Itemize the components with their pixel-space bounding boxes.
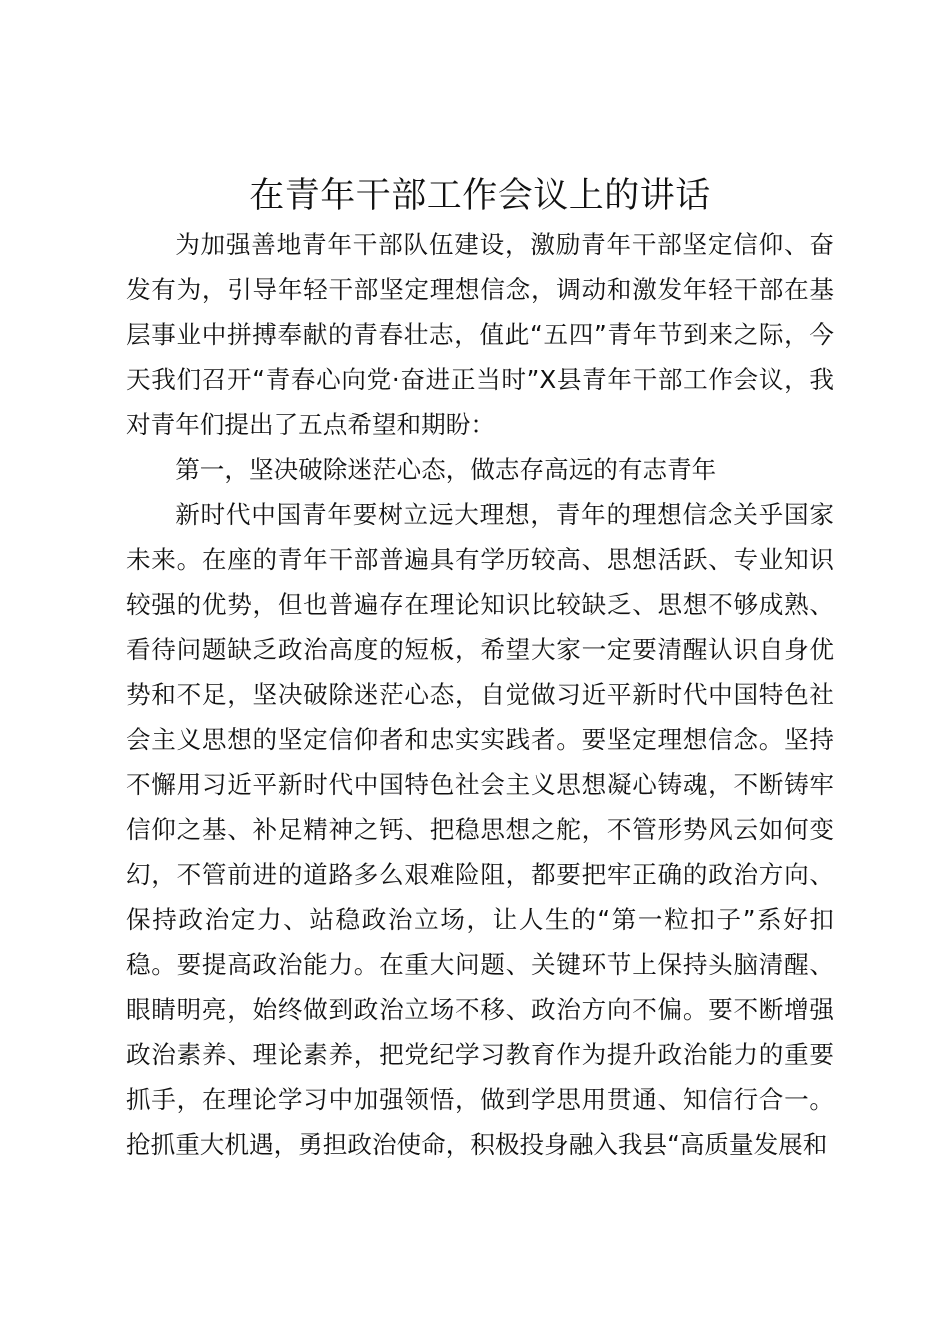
section-heading-1: 第一，坚决破除迷茫心态，做志存高远的有志青年	[175, 455, 717, 484]
body-paragraph: 新时代中国青年要树立远大理想，青年的理想信念关乎国家未来。在座的青年干部普遍具有学历较高、思想活跃、专业知识较强的优势，但也普遍存在理论知识比较缺乏、思想不够成熟、看待问题缺乏政治高度的短板，希望大家一定要清醒认识自身优势和不足，坚决破除迷茫心态，自觉做习近平新时代中国特色社会主义思想的坚定信仰者和忠实实践者。要坚定理想信念。坚持不懈用习近平新时代中国特色社会主义思想凝心铸魂，不断铸牢信仰之基、补足精神之钙、把稳思想之舵，不管形势风云如何变幻，不管前进的道路多么艰难险阻，都要把牢正确的政治方向、保持政治定力、站稳政治立场，让人生的“第一粒扣子”系好扣稳。要提高政治能力。在重大问题、关键环节上保持头脑清醒、眼睛明亮，始终做到政治立场不移、政治方向不偏。要不断增强政治素养、理论素养，把党纪学习教育作为提升政治能力的重要抓手，在理论学习中加强领悟，做到学思用贯通、知信行合一。抢抓重大机遇，勇担政治使命，积极投身融入我县“高质量发展和	[126, 500, 835, 1159]
intro-paragraph: 为加强善地青年干部队伍建设，激励青年干部坚定信仰、奋发有为，引导年轻干部坚定理想信念，调动和激发年轻干部在基层事业中拼搏奉献的青春壮志，值此“五四”青年节到来之际，今天我们召开“青春心向党·奋进正当时”X县青年干部工作会议，我对青年们提出了五点希望和期盼：	[126, 230, 834, 439]
document-title: 在青年干部工作会议上的讲话	[249, 176, 711, 216]
document-page	[126, 172, 834, 1167]
